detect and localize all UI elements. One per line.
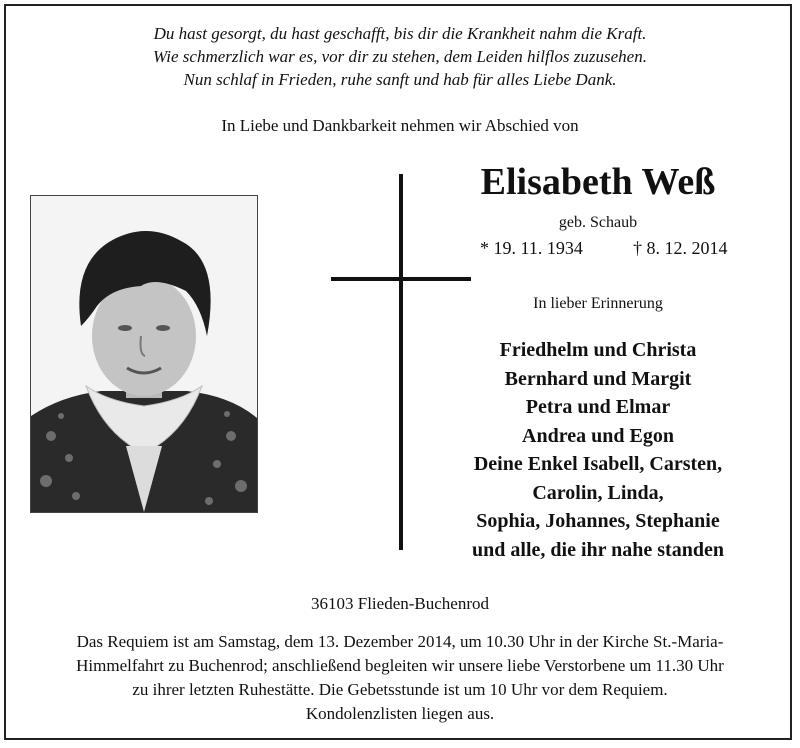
poem [60,22,740,91]
service-line: Das Requiem ist am Samstag, dem 13. Dezember 2014, um 10.30 Uhr in der Kirche St.-Maria- [76,632,724,651]
mourner-line: Friedhelm und Christa [499,339,697,361]
portrait-photo [30,195,258,513]
mourner-line: Carolin, Linda, [532,481,664,504]
mourner-line: Sophia, Johannes, Stephanie [476,510,720,532]
cross-horizontal-bar [331,277,471,281]
service-line: Himmelfahrt zu Buchenrod; anschließend begleiten wir unsere liebe Verstorbene um 11.30 Uhr [76,656,724,675]
mourner-line: Deine Enkel Isabell, Carsten, [473,453,723,475]
service-line: Kondolenzlisten liegen aus. [305,704,495,723]
service-details [20,630,780,726]
service-line: zu ihrer letzten Ruhestätte. Die Gebetsstunde ist um 10 Uhr vor dem Requiem. [132,680,668,699]
mourner-line: Bernhard und Margit [504,367,692,390]
poem-line: Nun schlaf in Frieden, ruhe sanft und hab für alles Liebe Dank. [183,70,617,89]
birth-date: * 19. 11. 1934 [480,238,583,258]
mourner-line: Andrea und Egon [522,424,674,447]
death-date: † 8. 12. 2014 [633,238,728,258]
farewell-intro: In Liebe und Dankbarkeit nehmen wir Abschied von [221,116,579,135]
mourner-line: und alle, die ihr nahe standen [472,538,724,561]
maiden-name: geb. Schaub [558,214,638,231]
address: 36103 Flieden-Buchenrod [311,594,489,613]
mourners-list [440,336,756,564]
mourner-line: Petra und Elmar [525,396,671,418]
memory-label: In lieber Erinnerung [533,295,663,312]
poem-line: Du hast gesorgt, du hast geschafft, bis dir die Krankheit nahm die Kraft. [153,24,647,43]
cross-vertical-bar [399,174,403,550]
deceased-name: Elisabeth Weß [480,161,716,203]
poem-line: Wie schmerzlich war es, vor dir zu stehen, dem Leiden hilflos zuzusehen. [153,47,647,66]
